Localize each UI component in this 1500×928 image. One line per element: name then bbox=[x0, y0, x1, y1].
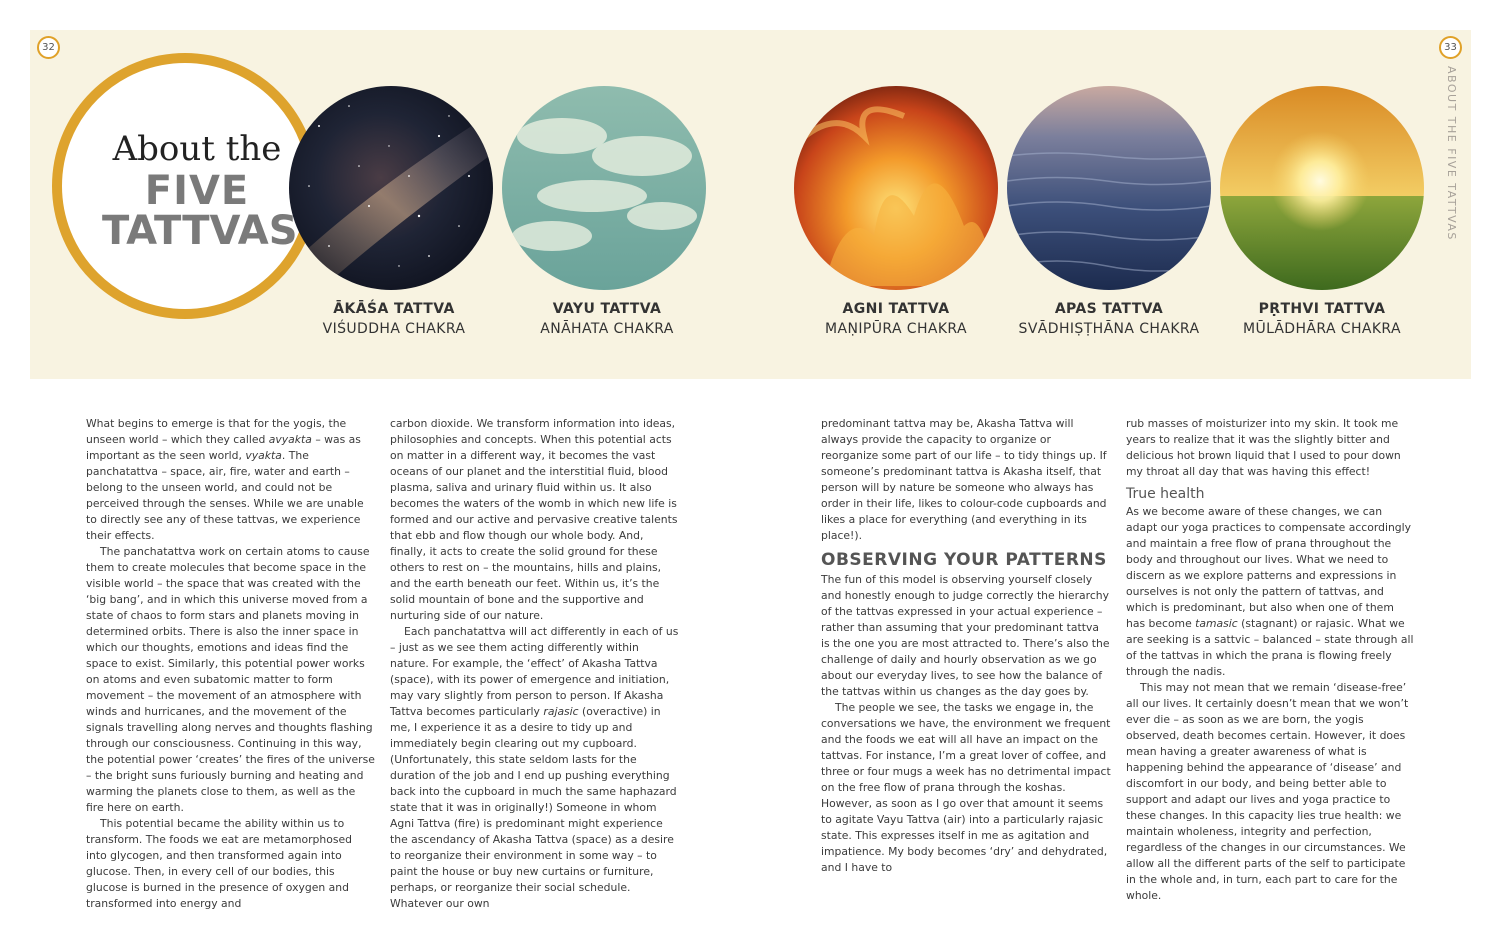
title-line-1: About the bbox=[112, 129, 282, 169]
body-paragraph: What begins to emerge is that for the yogis, the unseen world – which they called avyakta – was as important as the seen world, vyakta. The panchatattva – space, air, fire, water and earth – belong to the unseen world, and could not be perceived through the senses. While we are unable to directly see any of these tattvas, we experience their effects. bbox=[86, 417, 364, 542]
body-paragraph: Each panchatattva will act differently in each of us – just as we see them acting differently within nature. For example, the ‘effect’ of Akasha Tattva (space), with its power of emergence and initiation, may vary slightly from person to person. If Akasha Tattva becomes particularly rajasic (overactive) in me, I experience it as a desire to tidy up and immediately begin clearing out my cupboard. (Unfortunately, this state seldom lasts for the duration of the job and I end up pushing everything back into the cupboard in much the same haphazard state that it was in originally!) Someone in whom Agni Tattva (fire) is predominant might experience the ascendancy of Akasha Tattva (space) as a desire to reorganize their environment in some way – to paint the house or buy new curtains or furniture, perhaps, or reorganize their social schedule. Whatever our own bbox=[390, 625, 679, 910]
title-line-3: TATTVAS bbox=[102, 208, 298, 254]
body-paragraph: The people we see, the tasks we engage in, the conversations we have, the environment we frequent and the foods we eat will all have an impact on the tattvas. For instance, I’m a great lover of coffee, and three or four mugs a week has no detrimental impact on the free flow of prana through the koshas. However, as soon as I go over that amount it seems to agitate Vayu Tattva (air) into a particularly rajasic state. This expresses itself in me as agitation and impatience. My body becomes ‘dry’ and dehydrated, and I have to bbox=[821, 701, 1111, 874]
body-paragraph: The fun of this model is observing yourself closely and honestly enough to judge correctly the hierarchy of the tattvas expressed in your actual experience – rather than assuming that your predominant tattva is the one you are most attracted to. There’s also the challenge of daily and hourly observation as we go about our everyday lives, to see how the balance of the tattvas within us changes as the day goes by. bbox=[821, 573, 1110, 698]
text-column-2 bbox=[390, 416, 680, 912]
tattva-name: ĀKĀŚA TATTVA bbox=[333, 301, 455, 317]
title-line-2: FIVE bbox=[144, 168, 250, 214]
tattva-name: PṚTHVI TATTVA bbox=[1258, 301, 1386, 317]
chakra-name: MAṆIPŪRA CHAKRA bbox=[825, 321, 967, 337]
tattva-caption-1 bbox=[294, 299, 494, 339]
running-head: ABOUT THE FIVE TATTVAS bbox=[1445, 66, 1458, 241]
subsection-heading: True health bbox=[1126, 486, 1205, 502]
chakra-name: ANĀHATA CHAKRA bbox=[540, 321, 674, 337]
body-paragraph: rub masses of moisturizer into my skin. It took me years to realize that it was the slightly bitter and delicious hot brown liquid that I used to pour down my throat all day that was having this effect! bbox=[1126, 417, 1401, 478]
tattva-caption-3 bbox=[796, 299, 996, 339]
chakra-name: SVĀDHIṢṬHĀNA CHAKRA bbox=[1018, 321, 1200, 337]
water-image bbox=[1007, 86, 1211, 290]
chakra-name: VIŚUDDHA CHAKRA bbox=[322, 321, 466, 337]
tattva-name: AGNI TATTVA bbox=[842, 301, 950, 317]
body-paragraph: predominant tattva may be, Akasha Tattva will always provide the capacity to organize or reorganize some part of our life – to tidy things up. If someone’s predominant tattva is Akasha itself, that person will by nature be someone who always has order in their life, likes to colour-code cupboards and likes a place for everything (and everything in its place!). bbox=[821, 417, 1107, 542]
page-number-left: 32 bbox=[37, 36, 60, 59]
sunset-field-image bbox=[1220, 86, 1424, 290]
tattva-caption-5 bbox=[1222, 299, 1422, 339]
cloudy-sky-image bbox=[502, 86, 706, 290]
page-number-right: 33 bbox=[1439, 36, 1462, 59]
tattva-caption-4 bbox=[999, 299, 1219, 339]
fire-image bbox=[794, 86, 998, 290]
tattva-caption-2 bbox=[507, 299, 707, 339]
body-paragraph: As we become aware of these changes, we can adapt our yoga practices to compensate accordingly and maintain a free flow of prana throughout the body and throughout our lives. What we need to discern as we explore patterns and expressions in ourselves is not only the pattern of tattvas, and which is predominant, but also when one of them has become tamasic (stagnant) or rajasic. What we are seeking is a sattvic – balanced – state through all of the tattvas in which the prana is flowing freely through the nadis. bbox=[1126, 505, 1414, 678]
text-column-3 bbox=[821, 416, 1111, 876]
body-paragraph: The panchatattva work on certain atoms to cause them to create molecules that become space in the visible world – the space that was created with the ‘big bang’, and in which this universe moved from a state of chaos to form stars and planets moving in determined orbits. There is also the inner space in which our thoughts, emotions and ideas find the space to exist. Similarly, this potential power works on atoms and even subatomic matter to form movement – the movement of an atmosphere with winds and hurricanes, and the movement of the signals travelling along nerves and thoughts flashing through our consciousness. Continuing in this way, the potential power ‘creates’ the fires of the universe – the bright suns furiously burning and heating and warming the planets close to them, as well as the fire here on earth. bbox=[86, 545, 375, 814]
title-ring bbox=[52, 53, 318, 319]
text-column-4 bbox=[1126, 416, 1416, 904]
starry-sky-image bbox=[289, 86, 493, 290]
body-paragraph: This potential became the ability within us to transform. The foods we eat are metamorphosed into glycogen, and then transformed again into glucose. Then, in every cell of our bodies, this glucose is burned in the presence of oxygen and transformed into energy and bbox=[86, 817, 352, 910]
body-paragraph: This may not mean that we remain ‘disease-free’ all our lives. It certainly doesn’t mean that we won’t ever die – as soon as we are born, the yogis observed, death becomes certain. However, it does mean having a greater awareness of what is happening behind the appearance of ‘disease’ and discomfort in our body, and being better able to support and adapt our lives and yoga practice to these changes. In this capacity lies true health: we maintain wholeness, integrity and perfection, regardless of the changes in our circumstances. We allow all the different parts of the self to participate in the whole and, in turn, each part to care for the whole. bbox=[1126, 681, 1409, 902]
section-heading: OBSERVING YOUR PATTERNS bbox=[821, 550, 1107, 570]
text-column-1 bbox=[86, 416, 376, 912]
body-paragraph: carbon dioxide. We transform information into ideas, philosophies and concepts. When this potential acts on matter in a different way, it becomes the vast oceans of our planet and the interstitial fluid, blood plasma, saliva and urinary fluid within us. It also becomes the waters of the womb in which new life is formed and our active and pervasive creative talents that ebb and flow though our whole body. And, finally, it acts to create the solid ground for these others to rest on – the mountains, hills and plains, and the earth beneath our feet. Within us, it’s the solid mountain of bone and the supportive and nurturing side of our nature. bbox=[390, 417, 678, 622]
tattva-name: VAYU TATTVA bbox=[552, 301, 662, 317]
tattva-name: APAS TATTVA bbox=[1054, 301, 1164, 317]
chakra-name: MŪLĀDHĀRA CHAKRA bbox=[1243, 321, 1401, 337]
